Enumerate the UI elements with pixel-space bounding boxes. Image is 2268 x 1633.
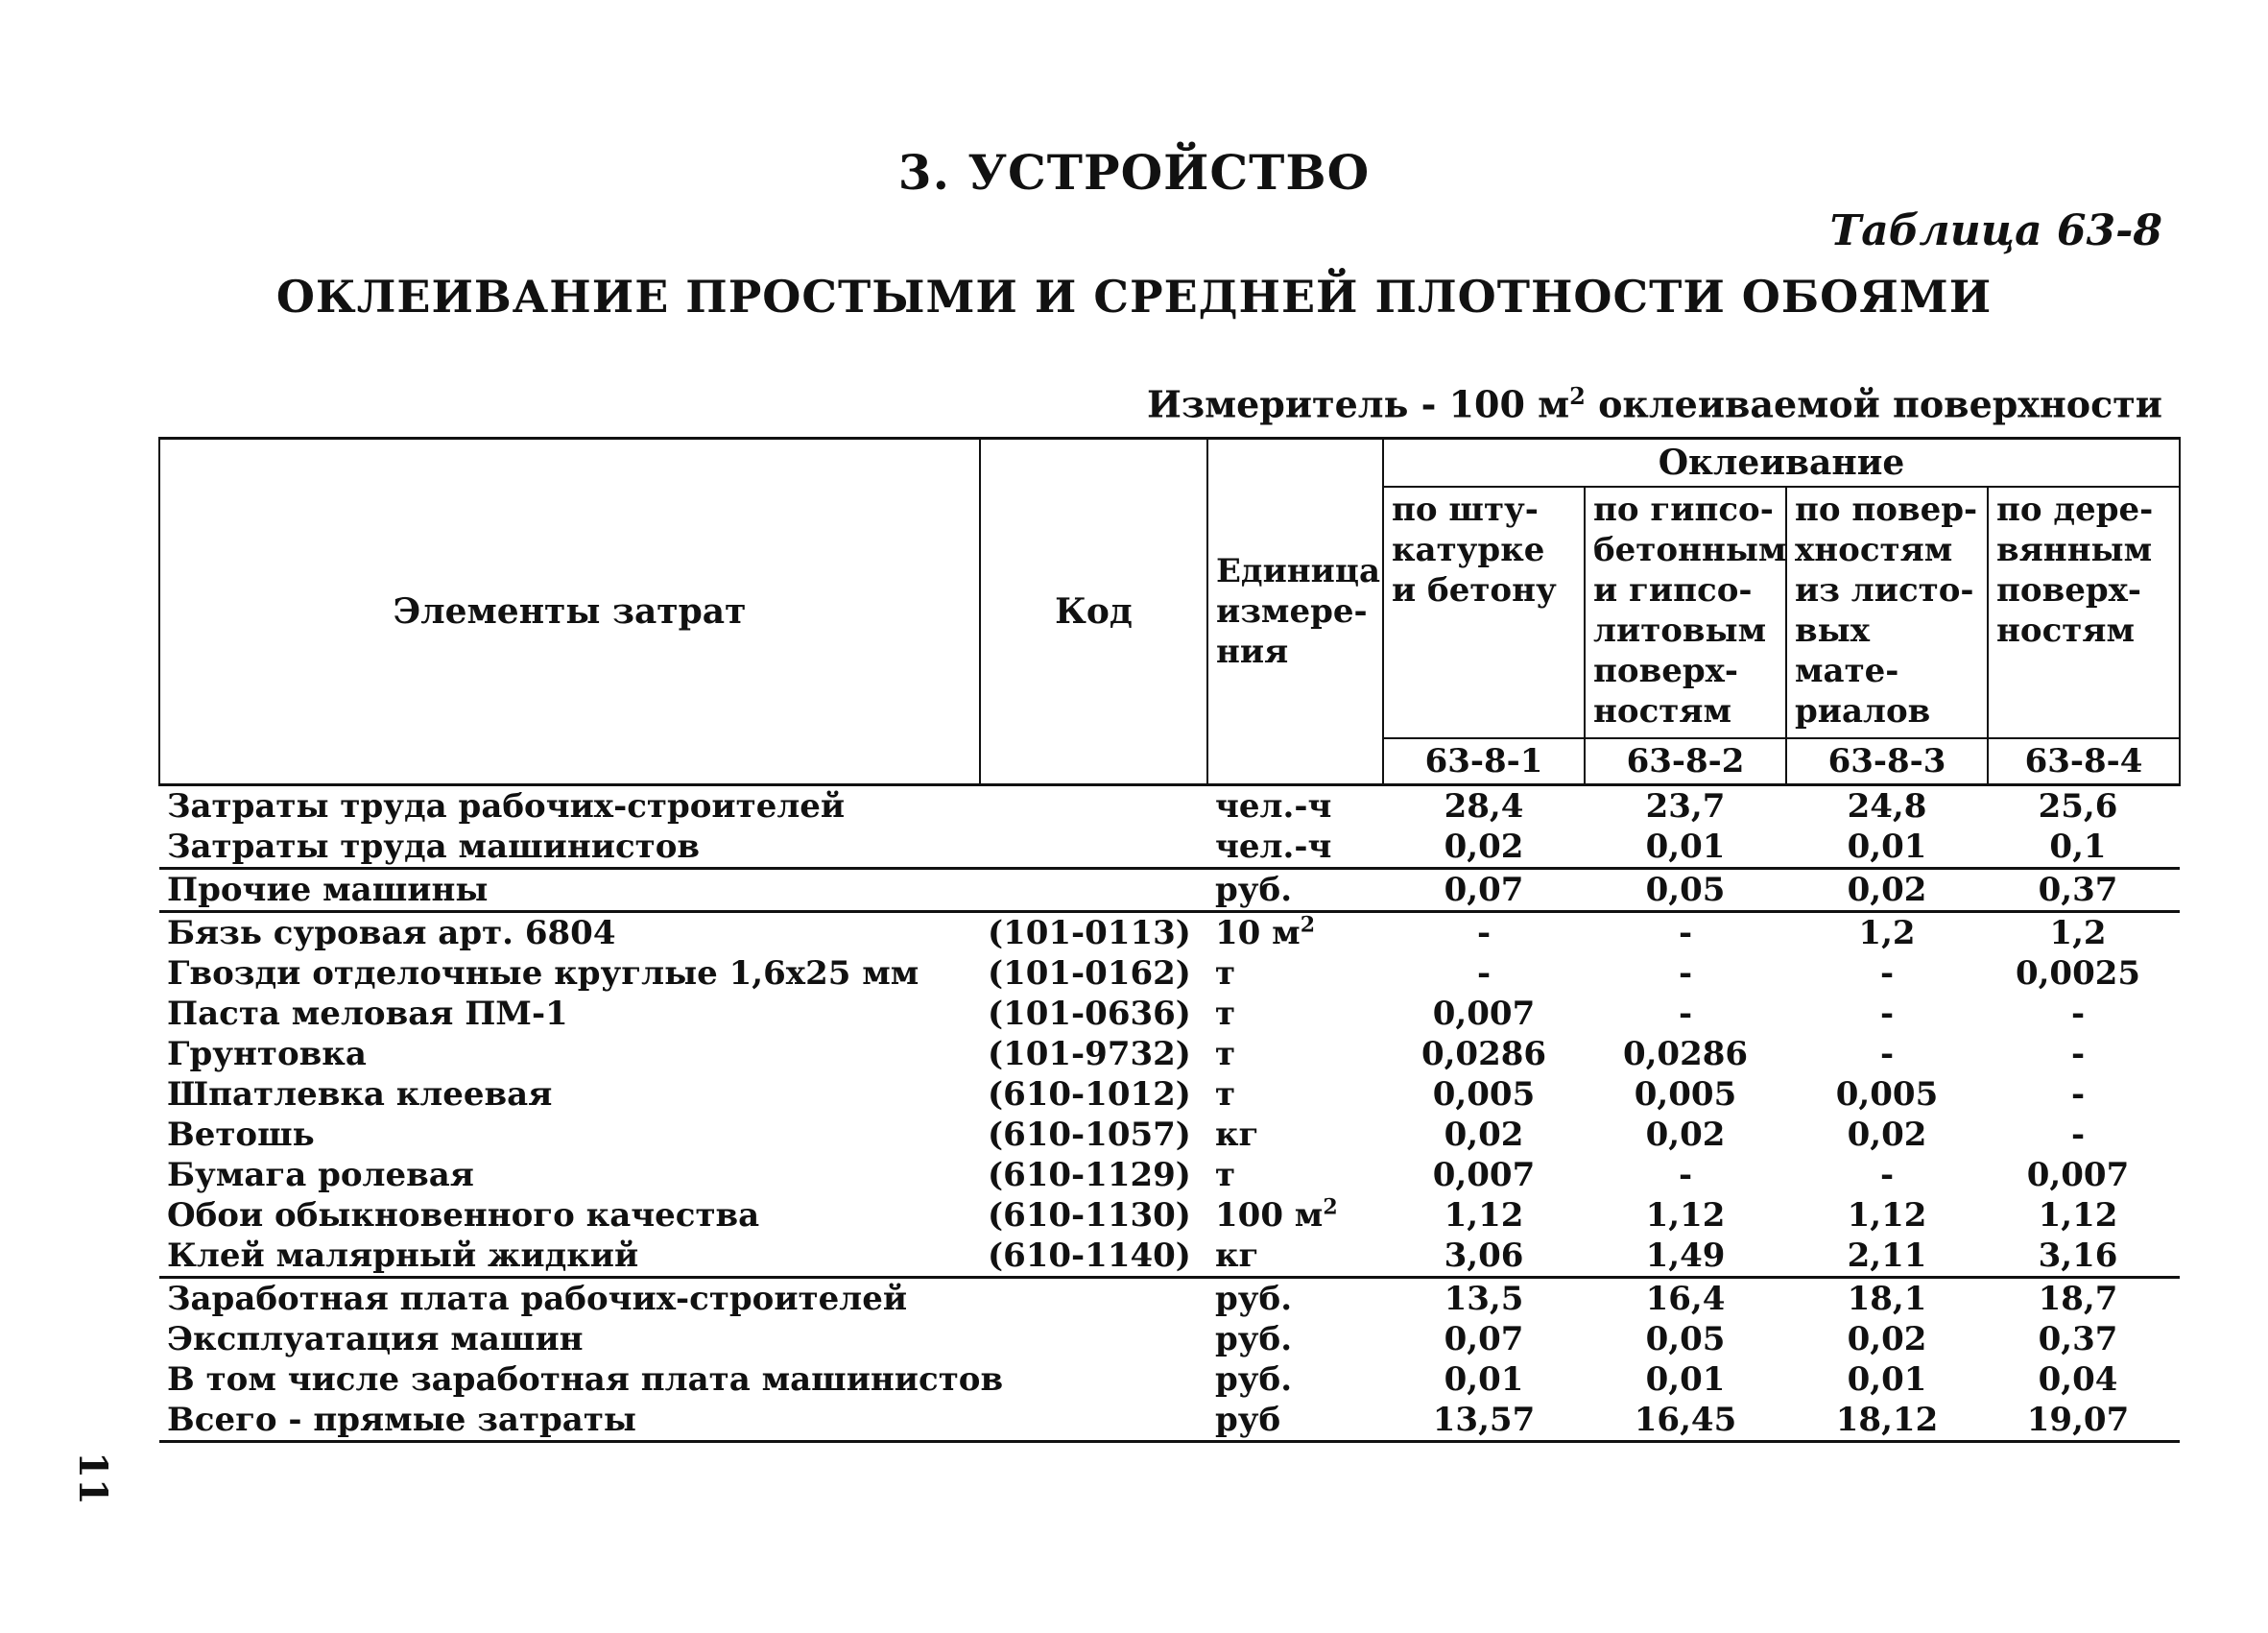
value-cell-2: - — [1678, 995, 1693, 1033]
value-cell-3: 18,1 — [1847, 1280, 1927, 1318]
value-cell-2: 16,45 — [1585, 1400, 1786, 1442]
cost-norm-table — [158, 437, 2181, 1443]
unit-text: т — [1215, 995, 1236, 1033]
value-cell-3: - — [1879, 1035, 1895, 1073]
cost-element-name: Обои обыкновенного качества — [167, 1196, 760, 1235]
resource-code: (610-1057) — [988, 1116, 1191, 1154]
unit-cell — [1207, 1359, 1383, 1400]
table-row — [159, 1034, 2180, 1074]
table-row — [159, 827, 2180, 869]
value-cell-2: 23,7 — [1585, 785, 1786, 828]
unit-text: руб — [1215, 1401, 1281, 1439]
table-row — [159, 994, 2180, 1034]
value-cell-1: 0,007 — [1432, 995, 1536, 1033]
cost-element-name: Прочие машины — [159, 869, 980, 912]
value-cell-2: 16,4 — [1645, 1280, 1726, 1318]
unit-text: руб. — [1215, 1360, 1293, 1399]
table-row — [159, 1074, 2180, 1115]
value-cell-3: 1,12 — [1847, 1196, 1927, 1235]
resource-code: (610-1130) — [988, 1196, 1191, 1235]
cost-element-name: Затраты труда рабочих-строителей — [159, 785, 980, 828]
table-row — [159, 1359, 2180, 1400]
unit-cell — [1207, 1034, 1383, 1074]
unit-text: руб. — [1215, 871, 1293, 909]
unit-text: кг — [1215, 1237, 1259, 1275]
value-cell-2: 0,01 — [1645, 1360, 1726, 1399]
table-row — [159, 785, 2180, 828]
resource-code: (610-1012) — [988, 1075, 1191, 1114]
group-materials — [159, 912, 2180, 1278]
value-cell-3: 0,01 — [1847, 1360, 1927, 1399]
value-cell-2: 1,49 — [1585, 1236, 1786, 1278]
value-cell-1: 0,005 — [1432, 1075, 1536, 1114]
value-cell-4: 1,2 — [2049, 914, 2107, 952]
cost-element-name: Всего - прямые затраты — [159, 1400, 980, 1442]
table-row — [159, 1236, 2180, 1278]
measure-prefix: Измеритель - 100 м — [1146, 382, 1570, 426]
resource-code — [980, 785, 1207, 828]
value-cell-2: 1,12 — [1645, 1196, 1726, 1235]
unit-cell — [1207, 1278, 1383, 1320]
unit-power: 2 — [1323, 1194, 1338, 1220]
unit-cell — [1207, 1115, 1383, 1155]
value-cell-4: - — [2070, 1035, 2086, 1073]
value-cell-3: - — [1879, 1156, 1895, 1194]
value-cell-3: 0,02 — [1847, 1116, 1927, 1154]
header-sub-1: по шту- катурке и бетону — [1383, 487, 1585, 738]
resource-code — [980, 827, 1207, 869]
value-cell-3: - — [1879, 954, 1895, 993]
cost-element-name: Паста меловая ПМ-1 — [167, 995, 568, 1033]
page-number: 11 — [70, 1452, 115, 1505]
header-elements: Элементы затрат — [159, 439, 980, 785]
cost-element-name: Клей малярный жидкий — [159, 1236, 980, 1278]
unit-text: 10 м — [1215, 914, 1301, 952]
value-cell-1: - — [1476, 914, 1492, 952]
value-cell-4: 0,007 — [2026, 1156, 2130, 1194]
value-cell-2: 0,05 — [1585, 869, 1786, 912]
table-row — [159, 1195, 2180, 1236]
value-cell-3: 2,11 — [1786, 1236, 1988, 1278]
section-heading: 3. УСТРОЙСТВО — [897, 144, 1371, 201]
table-row — [159, 1319, 2180, 1359]
value-cell-4: 1,12 — [2038, 1196, 2118, 1235]
cost-element-name: Грунтовка — [167, 1035, 367, 1073]
value-cell-2: - — [1678, 1156, 1693, 1194]
header-code: Код — [980, 439, 1207, 785]
value-cell-2: 0,005 — [1634, 1075, 1737, 1114]
value-cell-3: - — [1879, 995, 1895, 1033]
value-cell-1: 0,007 — [1432, 1156, 1536, 1194]
resource-code — [980, 1319, 1207, 1359]
value-cell-1: 0,07 — [1444, 1320, 1524, 1358]
unit-text: 100 м — [1215, 1196, 1324, 1235]
table-row — [159, 1400, 2180, 1442]
value-cell-1: 13,57 — [1383, 1400, 1585, 1442]
header-colcode-2: 63-8-2 — [1585, 738, 1786, 785]
value-cell-4: 0,04 — [2038, 1360, 2118, 1399]
value-cell-1: 28,4 — [1383, 785, 1585, 828]
value-cell-4: 25,6 — [1988, 785, 2180, 828]
header-colcode-4: 63-8-4 — [1988, 738, 2180, 785]
group-machines — [159, 869, 2180, 912]
unit-text: т — [1215, 954, 1236, 993]
header-colcode-1: 63-8-1 — [1383, 738, 1585, 785]
value-cell-2: - — [1678, 914, 1693, 952]
measure-power: 2 — [1569, 382, 1586, 410]
value-cell-3: 0,02 — [1847, 1320, 1927, 1358]
header-colcode-3: 63-8-3 — [1786, 738, 1988, 785]
value-cell-1: 0,07 — [1383, 869, 1585, 912]
group-totals — [159, 1278, 2180, 1442]
measure-unit — [1147, 382, 2162, 426]
cost-element-name: В том числе заработная плата машинистов — [167, 1360, 1004, 1399]
value-cell-2: 0,05 — [1645, 1320, 1726, 1358]
table-row — [159, 1155, 2180, 1195]
header-sub-4: по дере- вянным поверх- ностям — [1988, 487, 2180, 738]
measure-suffix: оклеиваемой поверхности — [1585, 382, 2162, 426]
unit-cell — [1207, 1195, 1383, 1236]
value-cell-4: 0,37 — [2038, 1320, 2118, 1358]
value-cell-3: 0,01 — [1786, 827, 1988, 869]
value-cell-1: 0,02 — [1383, 827, 1585, 869]
value-cell-3: 18,12 — [1786, 1400, 1988, 1442]
value-cell-1: 13,5 — [1444, 1280, 1524, 1318]
cost-element-name: Бязь суровая арт. 6804 — [167, 914, 616, 952]
resource-code: (101-0636) — [988, 995, 1191, 1033]
unit-text: руб. — [1215, 1280, 1293, 1318]
table-header — [159, 439, 2180, 785]
unit-text: кг — [1215, 1116, 1259, 1154]
value-cell-3: 24,8 — [1786, 785, 1988, 828]
resource-code — [980, 1400, 1207, 1442]
resource-code: (101-0162) — [988, 954, 1191, 993]
unit-text: чел.-ч — [1215, 787, 1332, 826]
resource-code — [980, 1278, 1207, 1320]
table-row — [159, 1278, 2180, 1320]
page-title: ОКЛЕИВАНИЕ ПРОСТЫМИ И СРЕДНЕЙ ПЛОТНОСТИ ОБОЯМИ — [275, 271, 1993, 323]
cost-element-name: Ветошь — [167, 1116, 315, 1154]
value-cell-1: 3,06 — [1383, 1236, 1585, 1278]
value-cell-2: 0,02 — [1645, 1116, 1726, 1154]
value-cell-3: 1,2 — [1858, 914, 1916, 952]
value-cell-4: 0,0025 — [2015, 954, 2141, 993]
value-cell-4: 18,7 — [2038, 1280, 2118, 1318]
header-unit: Единица измере- ния — [1207, 439, 1383, 785]
unit-cell — [1207, 953, 1383, 994]
unit-cell — [1207, 912, 1383, 954]
table-row — [159, 912, 2180, 954]
resource-code: (101-9732) — [988, 1035, 1191, 1073]
group-labor — [159, 785, 2180, 869]
cost-element-name: Затраты труда машинистов — [159, 827, 980, 869]
value-cell-1: 0,02 — [1444, 1116, 1524, 1154]
unit-text: чел.-ч — [1215, 828, 1332, 866]
unit-text: т — [1215, 1035, 1236, 1073]
value-cell-1: - — [1476, 954, 1492, 993]
cost-element-name: Шпатлевка клеевая — [167, 1075, 553, 1114]
value-cell-4: - — [2070, 995, 2086, 1033]
table-number: Таблица 63-8 — [1829, 206, 2162, 255]
header-sub-2: по гипсо- бетонным и гипсо- литовым поверх- ностям — [1585, 487, 1786, 738]
header-group-pasting: Оклеивание — [1383, 439, 2180, 488]
value-cell-2: 0,01 — [1585, 827, 1786, 869]
value-cell-2: - — [1678, 954, 1693, 993]
value-cell-3: 0,02 — [1786, 869, 1988, 912]
table-row — [159, 869, 2180, 912]
unit-text: руб. — [1215, 1320, 1293, 1358]
cost-element-name: Эксплуатация машин — [167, 1320, 584, 1358]
resource-code: (610-1140) — [980, 1236, 1207, 1278]
resource-code: (101-0113) — [988, 914, 1191, 952]
value-cell-4: 3,16 — [1988, 1236, 2180, 1278]
value-cell-4: 0,37 — [1988, 869, 2180, 912]
unit-cell — [1207, 1074, 1383, 1115]
unit-text: т — [1215, 1156, 1236, 1194]
unit-cell — [1207, 869, 1383, 912]
resource-code — [980, 869, 1207, 912]
unit-cell — [1207, 785, 1383, 828]
resource-code — [980, 1359, 1207, 1400]
unit-text: т — [1215, 1075, 1236, 1114]
header-sub-3: по повер- хностям из листо- вых мате- риалов — [1786, 487, 1988, 738]
unit-power: 2 — [1300, 912, 1315, 938]
value-cell-4: 19,07 — [1988, 1400, 2180, 1442]
cost-element-name: Заработная плата рабочих-строителей — [167, 1280, 908, 1318]
unit-cell — [1207, 1236, 1383, 1278]
value-cell-4: - — [2070, 1116, 2086, 1154]
cost-element-name: Бумага ролевая — [167, 1156, 474, 1194]
resource-code: (610-1129) — [988, 1156, 1191, 1194]
table-row — [159, 953, 2180, 994]
value-cell-1: 0,0286 — [1420, 1035, 1547, 1073]
unit-cell — [1207, 827, 1383, 869]
cost-element-name: Гвозди отделочные круглые 1,6х25 мм — [167, 954, 919, 993]
unit-cell — [1207, 1155, 1383, 1195]
value-cell-1: 1,12 — [1444, 1196, 1524, 1235]
table-row — [159, 1115, 2180, 1155]
value-cell-4: - — [2070, 1075, 2086, 1114]
value-cell-3: 0,005 — [1835, 1075, 1939, 1114]
value-cell-1: 0,01 — [1444, 1360, 1524, 1399]
value-cell-2: 0,0286 — [1622, 1035, 1749, 1073]
unit-cell — [1207, 994, 1383, 1034]
unit-cell — [1207, 1400, 1383, 1442]
value-cell-4: 0,1 — [1988, 827, 2180, 869]
unit-cell — [1207, 1319, 1383, 1359]
